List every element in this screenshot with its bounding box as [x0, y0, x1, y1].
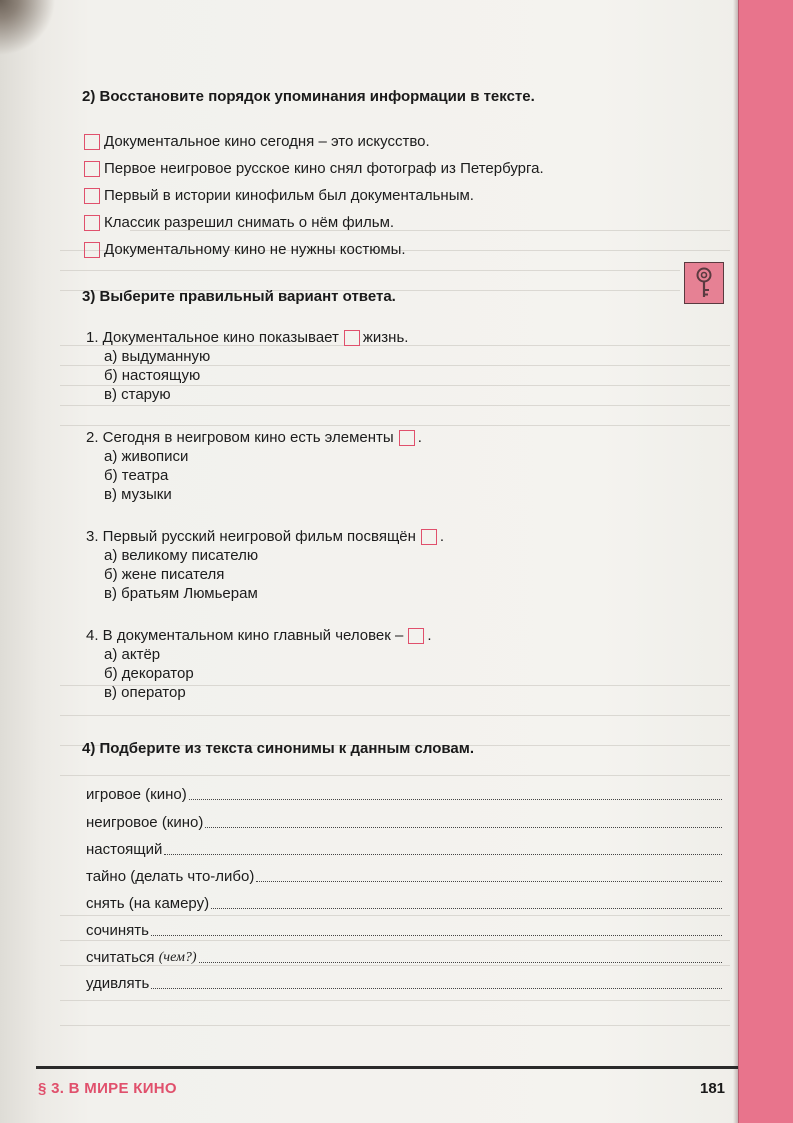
synonym-row: [86, 868, 722, 885]
question-2: [86, 429, 422, 446]
answer-option: б) декоратор: [104, 665, 194, 682]
answer-option: б) настоящую: [104, 367, 201, 384]
order-checkbox[interactable]: [84, 215, 100, 231]
synonym-row: [86, 895, 722, 912]
answer-box[interactable]: [421, 529, 437, 545]
synonym-answer-line[interactable]: [151, 924, 722, 936]
section2-heading: 2) Восстановите порядок упоминания информации в тексте.: [82, 88, 535, 105]
synonym-answer-line[interactable]: [199, 951, 722, 963]
order-item: [84, 160, 544, 177]
answer-option: в) старую: [104, 386, 171, 403]
order-checkbox[interactable]: [84, 134, 100, 150]
synonym-word: игровое (кино): [86, 786, 187, 803]
page-number: 181: [700, 1080, 726, 1097]
synonym-word: неигровое (кино): [86, 814, 204, 831]
answer-option: а) живописи: [104, 448, 189, 465]
question-1: [86, 329, 408, 346]
question-3: [86, 528, 444, 545]
question-text: 1. Документальное кино показывает: [86, 329, 339, 346]
question-tail: .: [427, 627, 432, 644]
order-item-text: Классик разрешил снимать о нём фильм.: [104, 214, 395, 231]
synonym-word: сочинять: [86, 922, 149, 939]
question-tail: .: [417, 429, 422, 446]
question-4: [86, 627, 432, 644]
order-item-text: Первое неигровое русское кино снял фотограф из Петербурга.: [104, 160, 544, 177]
synonym-row: [86, 841, 722, 858]
question-tail: жизнь.: [362, 329, 409, 346]
answer-option: в) музыки: [104, 486, 172, 503]
synonym-answer-line[interactable]: [211, 897, 722, 909]
synonym-word: тайно (делать что-либо): [86, 868, 255, 885]
synonym-answer-line[interactable]: [205, 816, 722, 828]
answer-option: а) актёр: [104, 646, 161, 663]
synonym-row: [86, 814, 722, 831]
order-item-text: Документальному кино не нужны костюмы.: [104, 241, 406, 258]
question-tail: .: [439, 528, 445, 545]
order-item: [84, 214, 394, 231]
order-checkbox[interactable]: [84, 188, 100, 204]
synonym-row: [86, 949, 722, 966]
order-item-text: Документальное кино сегодня – это искусство.: [104, 133, 430, 150]
answer-box[interactable]: [399, 430, 415, 446]
order-checkbox[interactable]: [84, 242, 100, 258]
answer-box[interactable]: [408, 628, 424, 644]
synonym-answer-line[interactable]: [256, 870, 722, 882]
synonym-word: удивлять: [86, 975, 150, 992]
section-title: § 3. В МИРЕ КИНО: [38, 1080, 177, 1097]
synonym-word: снять (на камеру): [86, 895, 210, 912]
answer-box[interactable]: [344, 330, 360, 346]
order-item: [84, 241, 406, 258]
answer-option: б) жене писателя: [104, 566, 225, 583]
synonym-answer-line[interactable]: [164, 843, 722, 855]
synonym-row: [86, 975, 722, 992]
question-text: 2. Сегодня в неигровом кино есть элементы: [86, 429, 394, 446]
synonym-answer-line[interactable]: [151, 977, 722, 989]
section4-heading: 4) Подберите из текста синонимы к данным словам.: [82, 740, 474, 757]
synonym-answer-line[interactable]: [189, 788, 722, 800]
synonym-row: [86, 786, 722, 803]
order-item: [84, 187, 474, 204]
answer-option: в) братьям Люмьерам: [104, 585, 258, 602]
answer-option: а) великому писателю: [104, 547, 259, 564]
order-checkbox[interactable]: [84, 161, 100, 177]
synonym-hint: (чем?): [158, 950, 197, 965]
answer-option: б) театра: [104, 467, 169, 484]
order-item-text: Первый в истории кинофильм был документальным.: [104, 187, 474, 204]
section3-heading: 3) Выберите правильный вариант ответа.: [82, 288, 396, 305]
order-item: [84, 133, 430, 150]
synonym-row: [86, 922, 722, 939]
footer-rule: [36, 1066, 738, 1069]
question-text: 4. В документальном кино главный человек –: [86, 627, 404, 644]
answer-option: а) выдуманную: [104, 348, 211, 365]
synonym-word: настоящий: [86, 841, 163, 858]
synonym-word: считаться: [86, 949, 155, 966]
answer-option: в) оператор: [104, 684, 186, 701]
question-text: 3. Первый русский неигровой фильм посвящён: [86, 528, 416, 545]
